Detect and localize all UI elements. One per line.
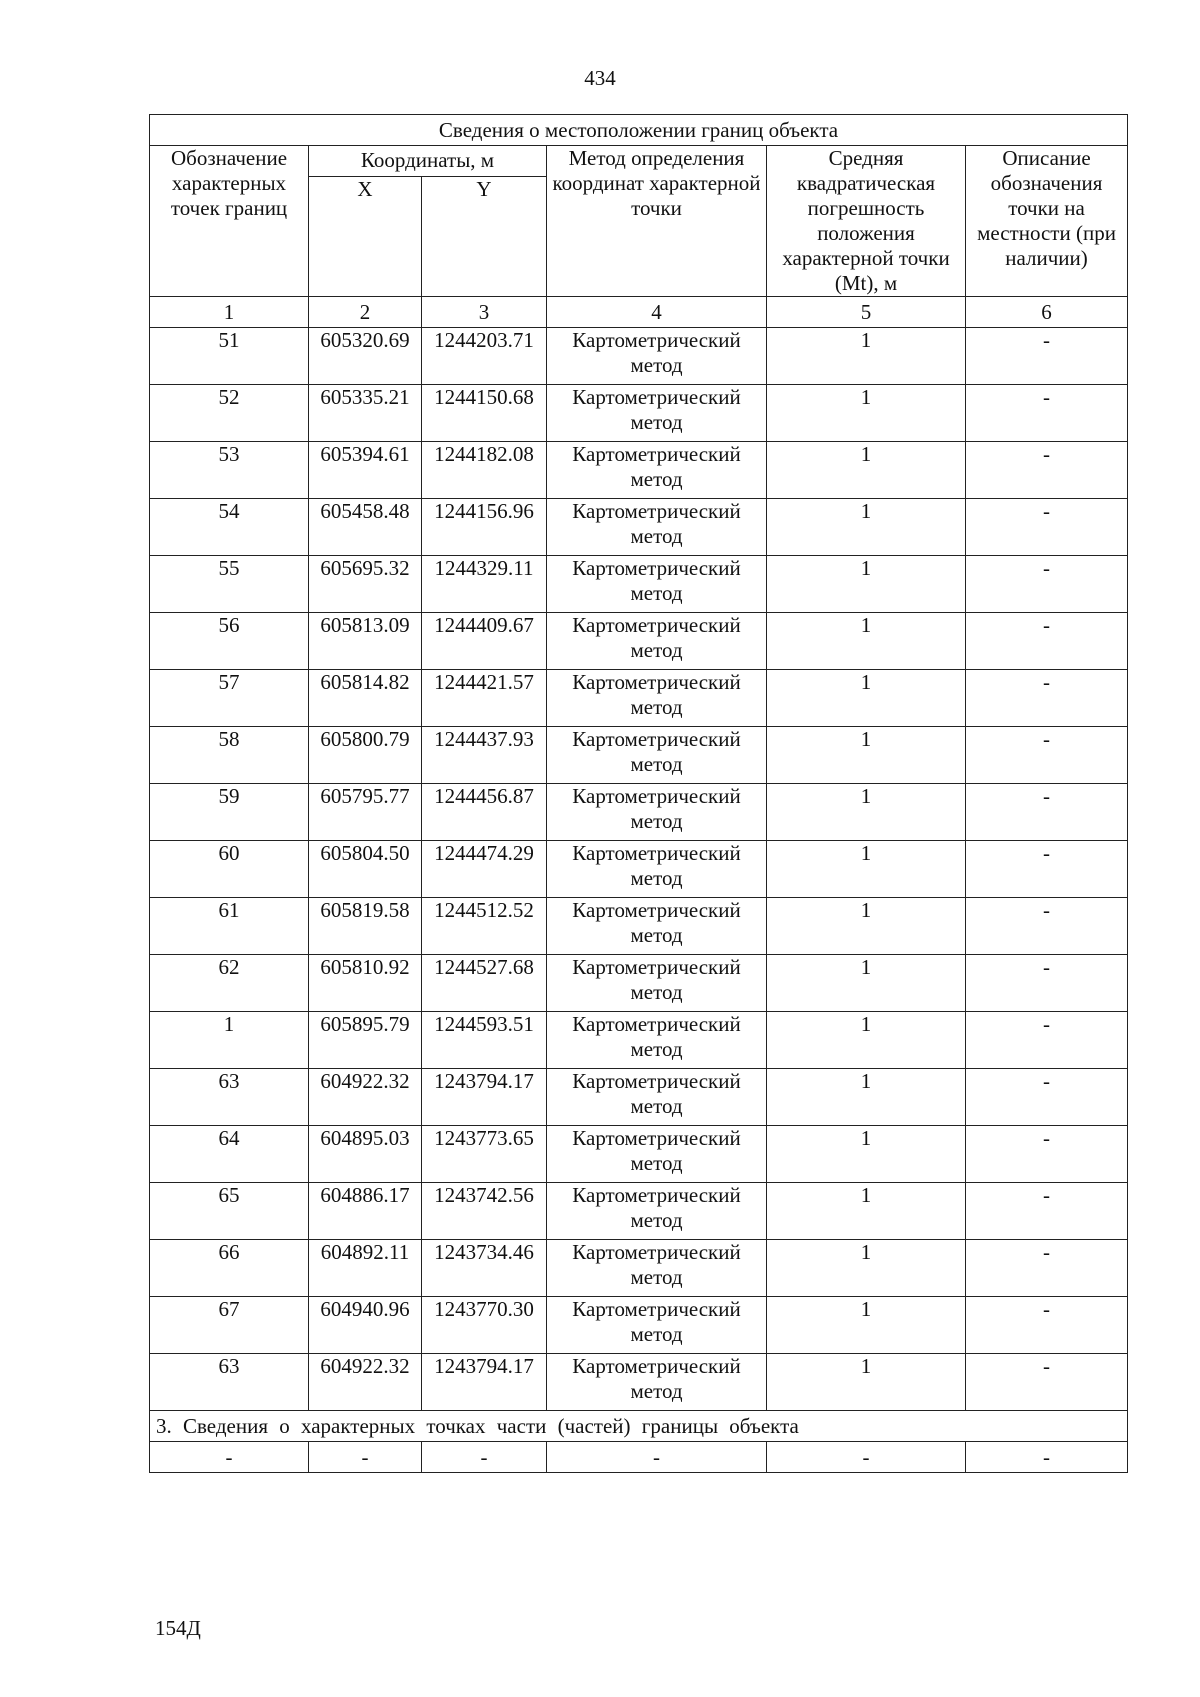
mean-error-cell: 1 <box>767 727 966 784</box>
point-cell: 61 <box>150 898 309 955</box>
description-cell: - <box>966 670 1128 727</box>
table-row <box>150 727 1128 784</box>
method-cell: Картометрический метод <box>547 1126 767 1183</box>
point-cell: 62 <box>150 955 309 1012</box>
y-coordinate-cell: 1244527.68 <box>422 955 547 1012</box>
x-coordinate-cell: 605800.79 <box>309 727 422 784</box>
y-coordinate-cell: 1244182.08 <box>422 442 547 499</box>
x-coordinate-cell: 605335.21 <box>309 385 422 442</box>
description-cell: - <box>966 784 1128 841</box>
table-row <box>150 1297 1128 1354</box>
mean-error-cell: 1 <box>767 1297 966 1354</box>
mean-error-cell: 1 <box>767 499 966 556</box>
description-cell: - <box>966 841 1128 898</box>
method-cell: Картометрический метод <box>547 670 767 727</box>
x-coordinate-cell: 605895.79 <box>309 1012 422 1069</box>
y-coordinate-cell: 1244593.51 <box>422 1012 547 1069</box>
mean-error-cell: 1 <box>767 442 966 499</box>
section3-row <box>150 1442 1128 1473</box>
mean-error-cell: 1 <box>767 613 966 670</box>
method-cell: Картометрический метод <box>547 841 767 898</box>
description-cell: - <box>966 613 1128 670</box>
description-cell: - <box>966 1297 1128 1354</box>
y-coordinate-cell: 1244329.11 <box>422 556 547 613</box>
x-coordinate-cell: 605394.61 <box>309 442 422 499</box>
table-row <box>150 1126 1128 1183</box>
description-cell: - <box>966 442 1128 499</box>
boundary-table <box>149 114 1128 1473</box>
x-coordinate-cell: 605320.69 <box>309 328 422 385</box>
x-coordinate-cell: 604922.32 <box>309 1069 422 1126</box>
y-coordinate-cell: 1244512.52 <box>422 898 547 955</box>
mean-error-cell: 1 <box>767 1240 966 1297</box>
mean-error-cell: 1 <box>767 1069 966 1126</box>
header-row <box>150 146 1128 177</box>
method-cell: Картометрический метод <box>547 442 767 499</box>
table-row <box>150 1012 1128 1069</box>
method-cell: Картометрический метод <box>547 1297 767 1354</box>
description-cell: - <box>966 1069 1128 1126</box>
x-coordinate-cell: 604892.11 <box>309 1240 422 1297</box>
point-cell: 59 <box>150 784 309 841</box>
x-coordinate-cell: 605695.32 <box>309 556 422 613</box>
point-cell: 65 <box>150 1183 309 1240</box>
mean-error-cell: 1 <box>767 385 966 442</box>
table-row <box>150 841 1128 898</box>
section3-title: 3. Сведения о характерных точках части (частей) границы объекта <box>150 1411 1128 1442</box>
x-coordinate-cell: 604886.17 <box>309 1183 422 1240</box>
section3-cell: - <box>309 1442 422 1473</box>
description-cell: - <box>966 955 1128 1012</box>
method-cell: Картометрический метод <box>547 328 767 385</box>
y-coordinate-cell: 1244474.29 <box>422 841 547 898</box>
y-coordinate-cell: 1244409.67 <box>422 613 547 670</box>
description-cell: - <box>966 499 1128 556</box>
document-code: 154Д <box>155 1616 201 1640</box>
y-coordinate-cell: 1243794.17 <box>422 1069 547 1126</box>
point-cell: 1 <box>150 1012 309 1069</box>
table-row <box>150 1069 1128 1126</box>
x-coordinate-cell: 604895.03 <box>309 1126 422 1183</box>
point-cell: 60 <box>150 841 309 898</box>
y-coordinate-cell: 1243742.56 <box>422 1183 547 1240</box>
y-coordinate-cell: 1243770.30 <box>422 1297 547 1354</box>
table-row <box>150 955 1128 1012</box>
header-x: X <box>309 177 422 297</box>
point-cell: 63 <box>150 1069 309 1126</box>
point-cell: 55 <box>150 556 309 613</box>
table-row <box>150 442 1128 499</box>
table-row <box>150 613 1128 670</box>
mean-error-cell: 1 <box>767 841 966 898</box>
column-number: 3 <box>422 297 547 328</box>
method-cell: Картометрический метод <box>547 784 767 841</box>
section3-cell: - <box>422 1442 547 1473</box>
column-number: 5 <box>767 297 966 328</box>
point-cell: 67 <box>150 1297 309 1354</box>
description-cell: - <box>966 385 1128 442</box>
description-cell: - <box>966 727 1128 784</box>
point-cell: 66 <box>150 1240 309 1297</box>
description-cell: - <box>966 1183 1128 1240</box>
point-cell: 64 <box>150 1126 309 1183</box>
table-row <box>150 499 1128 556</box>
point-cell: 51 <box>150 328 309 385</box>
table-row <box>150 1240 1128 1297</box>
header-point-designation: Обозначение характерных точек границ <box>150 146 309 297</box>
point-cell: 57 <box>150 670 309 727</box>
x-coordinate-cell: 605795.77 <box>309 784 422 841</box>
method-cell: Картометрический метод <box>547 556 767 613</box>
y-coordinate-cell: 1243794.17 <box>422 1354 547 1411</box>
description-cell: - <box>966 1012 1128 1069</box>
header-description: Описание обозначения точки на местности (при наличии) <box>966 146 1128 297</box>
description-cell: - <box>966 328 1128 385</box>
mean-error-cell: 1 <box>767 328 966 385</box>
y-coordinate-cell: 1244437.93 <box>422 727 547 784</box>
header-method: Метод определения координат характерной точки <box>547 146 767 297</box>
section3-cell: - <box>767 1442 966 1473</box>
y-coordinate-cell: 1243734.46 <box>422 1240 547 1297</box>
x-coordinate-cell: 605813.09 <box>309 613 422 670</box>
mean-error-cell: 1 <box>767 784 966 841</box>
method-cell: Картометрический метод <box>547 1240 767 1297</box>
y-coordinate-cell: 1244203.71 <box>422 328 547 385</box>
y-coordinate-cell: 1244456.87 <box>422 784 547 841</box>
header-y: Y <box>422 177 547 297</box>
mean-error-cell: 1 <box>767 1183 966 1240</box>
description-cell: - <box>966 1240 1128 1297</box>
section3-cell: - <box>966 1442 1128 1473</box>
point-cell: 52 <box>150 385 309 442</box>
section3-title-row <box>150 1411 1128 1442</box>
table-row <box>150 328 1128 385</box>
y-coordinate-cell: 1243773.65 <box>422 1126 547 1183</box>
method-cell: Картометрический метод <box>547 955 767 1012</box>
point-cell: 56 <box>150 613 309 670</box>
table-row <box>150 1183 1128 1240</box>
description-cell: - <box>966 898 1128 955</box>
data-rows <box>150 328 1128 1411</box>
mean-error-cell: 1 <box>767 898 966 955</box>
x-coordinate-cell: 605814.82 <box>309 670 422 727</box>
method-cell: Картометрический метод <box>547 1069 767 1126</box>
mean-error-cell: 1 <box>767 955 966 1012</box>
x-coordinate-cell: 605810.92 <box>309 955 422 1012</box>
description-cell: - <box>966 1126 1128 1183</box>
column-number-row <box>150 297 1128 328</box>
mean-error-cell: 1 <box>767 556 966 613</box>
page-number: 434 <box>584 66 616 90</box>
method-cell: Картометрический метод <box>547 613 767 670</box>
point-cell: 54 <box>150 499 309 556</box>
x-coordinate-cell: 605819.58 <box>309 898 422 955</box>
table-row <box>150 556 1128 613</box>
point-cell: 58 <box>150 727 309 784</box>
method-cell: Картометрический метод <box>547 1012 767 1069</box>
y-coordinate-cell: 1244150.68 <box>422 385 547 442</box>
header-coordinates: Координаты, м <box>309 146 547 177</box>
mean-error-cell: 1 <box>767 1354 966 1411</box>
mean-error-cell: 1 <box>767 1126 966 1183</box>
x-coordinate-cell: 604922.32 <box>309 1354 422 1411</box>
y-coordinate-cell: 1244156.96 <box>422 499 547 556</box>
method-cell: Картометрический метод <box>547 499 767 556</box>
x-coordinate-cell: 605458.48 <box>309 499 422 556</box>
mean-error-cell: 1 <box>767 670 966 727</box>
table-row <box>150 1354 1128 1411</box>
point-cell: 63 <box>150 1354 309 1411</box>
header-mean-error: Средняя квадратическая погрешность положения характерной точки (Mt), м <box>767 146 966 297</box>
column-number: 4 <box>547 297 767 328</box>
column-number: 1 <box>150 297 309 328</box>
table-title-row <box>150 115 1128 146</box>
section3-cell: - <box>150 1442 309 1473</box>
column-number: 2 <box>309 297 422 328</box>
point-cell: 53 <box>150 442 309 499</box>
table-row <box>150 385 1128 442</box>
method-cell: Картометрический метод <box>547 385 767 442</box>
table-row <box>150 784 1128 841</box>
method-cell: Картометрический метод <box>547 1183 767 1240</box>
method-cell: Картометрический метод <box>547 1354 767 1411</box>
description-cell: - <box>966 556 1128 613</box>
method-cell: Картометрический метод <box>547 898 767 955</box>
table-row <box>150 670 1128 727</box>
method-cell: Картометрический метод <box>547 727 767 784</box>
mean-error-cell: 1 <box>767 1012 966 1069</box>
table-title: Сведения о местоположении границ объекта <box>150 115 1128 146</box>
x-coordinate-cell: 604940.96 <box>309 1297 422 1354</box>
description-cell: - <box>966 1354 1128 1411</box>
y-coordinate-cell: 1244421.57 <box>422 670 547 727</box>
x-coordinate-cell: 605804.50 <box>309 841 422 898</box>
table-row <box>150 898 1128 955</box>
section3-cell: - <box>547 1442 767 1473</box>
column-number: 6 <box>966 297 1128 328</box>
